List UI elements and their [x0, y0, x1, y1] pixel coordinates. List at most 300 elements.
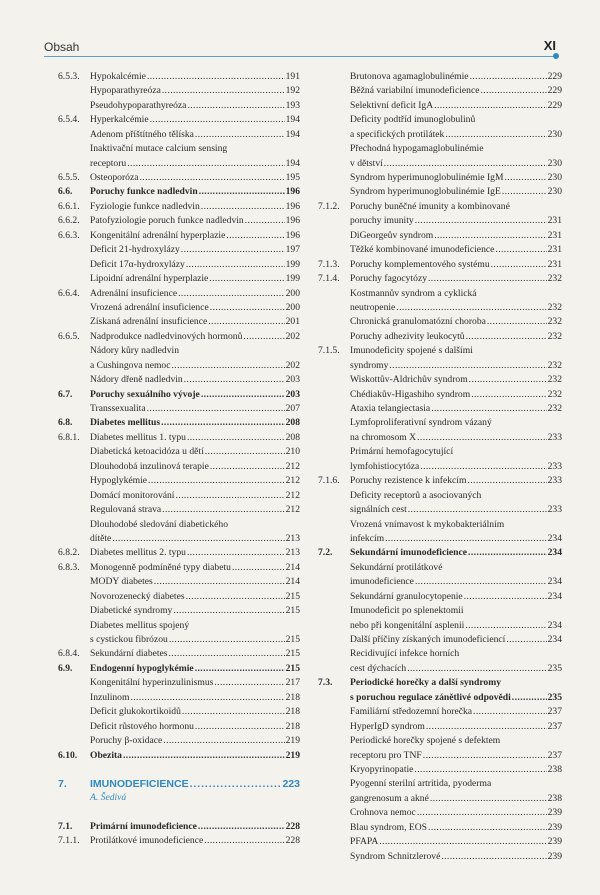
dot-leader	[210, 301, 285, 315]
toc-entry-page: 196	[285, 200, 300, 212]
toc-entry-title: lymfohistiocytóza	[350, 460, 420, 472]
toc-entry-title: Periodické horečky a další syndromy	[350, 677, 502, 689]
toc-entry-title: gangrenosum a akné	[350, 792, 429, 804]
toc-entry	[318, 431, 562, 445]
toc-entry-page: 229	[547, 99, 562, 111]
toc-entry-title: imunodeficience	[350, 576, 414, 588]
dot-leader	[204, 834, 284, 848]
toc-entry-page: 203	[285, 388, 300, 400]
toc-entry-page: 214	[285, 576, 300, 588]
toc-entry	[318, 388, 562, 402]
dot-leader	[199, 186, 285, 200]
toc-entry-number: 6.9.	[58, 662, 73, 674]
dot-leader	[208, 315, 284, 329]
toc-entry-title: Adrenální insuficience	[90, 287, 178, 299]
toc-entry-title: Dlouhodobá inzulinová terapie	[90, 460, 209, 472]
dot-leader	[471, 388, 546, 402]
dot-leader	[506, 633, 546, 647]
dot-leader	[232, 561, 285, 575]
toc-entry-page: 239	[547, 821, 562, 833]
toc-entry-title: Syndrom hyperimunoglobulinémie IgM	[350, 172, 504, 184]
dot-leader	[465, 619, 546, 633]
toc-entry-page: 233	[547, 504, 562, 516]
toc-entry	[58, 445, 300, 459]
toc-entry	[318, 676, 562, 690]
toc-entry-title: Fyziologie funkce nadledvin	[90, 200, 200, 212]
dot-leader	[123, 749, 285, 763]
toc-entry-page: 218	[285, 691, 300, 703]
toc-entry	[58, 561, 300, 575]
toc-entry	[58, 720, 300, 734]
toc-entry	[318, 532, 562, 546]
toc-entry	[58, 84, 300, 98]
toc-entry-title: Sekundární imunodeficience	[350, 547, 468, 559]
toc-entry-title: Deficit glukokortikoidů	[90, 706, 181, 718]
dot-leader	[243, 330, 284, 344]
toc-entry	[58, 402, 300, 416]
dot-leader	[148, 474, 285, 488]
toc-entry-number: 7.1.4.	[318, 273, 340, 285]
toc-entry	[318, 763, 562, 777]
chapter-heading	[58, 777, 300, 791]
toc-entry	[58, 619, 300, 633]
toc-entry-title: Wiskottův-Aldrichův syndrom	[350, 374, 468, 386]
toc-entry-title: Primární hemofagocytující	[350, 446, 454, 458]
dot-leader	[139, 171, 284, 185]
toc-entry	[318, 330, 562, 344]
toc-entry	[318, 359, 562, 373]
header-title: Obsah	[44, 40, 80, 54]
toc-entry	[318, 258, 562, 272]
toc-entry	[318, 777, 562, 791]
dot-leader	[396, 301, 546, 315]
chapter-author-name: A. Šedivá	[90, 792, 127, 804]
toc-entry	[58, 749, 300, 763]
toc-entry-title: Inaktivační mutace calcium sensing	[90, 143, 228, 155]
toc-entry-title: Běžná variabilní imunodeficience	[350, 85, 480, 97]
toc-entry	[58, 417, 300, 431]
toc-entry-title: Protilátkové imunodeficience	[90, 835, 204, 847]
toc-entry-title: Deficit 21-hydroxylázy	[90, 244, 180, 256]
dot-leader	[491, 258, 547, 272]
toc-entry-title: Poruchy rezistence k infekcím	[350, 475, 467, 487]
toc-entry-title: poruchy imunity	[350, 215, 414, 227]
dot-leader	[417, 431, 547, 445]
toc-entry	[58, 489, 300, 503]
toc-entry-page: 194	[285, 157, 300, 169]
toc-entry	[58, 388, 300, 402]
toc-entry-title: Selektivní deficit IgA	[350, 99, 434, 111]
toc-entry-title: nebo při kongenitální asplenii	[350, 619, 465, 631]
toc-entry-title: Novorozenecký diabetes	[90, 590, 185, 602]
toc-entry-page: 219	[285, 735, 300, 747]
toc-entry-number: 6.6.4.	[58, 287, 80, 299]
toc-entry-page: 232	[547, 316, 562, 328]
toc-entry-page: 235	[547, 691, 562, 703]
toc-entry-title: a Cushingova nemoc	[90, 359, 171, 371]
dot-leader	[171, 359, 284, 373]
dot-leader	[187, 99, 284, 113]
dot-leader	[464, 590, 547, 604]
dot-leader	[389, 359, 546, 373]
dot-leader	[198, 820, 285, 834]
dot-leader	[434, 229, 546, 243]
toc-entry-title: Poruchy β-oxidace	[90, 735, 163, 747]
toc-entry	[318, 835, 562, 849]
dot-leader	[187, 431, 285, 445]
toc-entry-title: Blau syndrom, EOS	[350, 821, 428, 833]
dot-leader	[470, 70, 547, 84]
toc-entry	[318, 287, 562, 301]
toc-entry-title: Regulovaná strava	[90, 504, 162, 516]
toc-entry-page: 218	[285, 706, 300, 718]
toc-entry	[318, 806, 562, 820]
toc-entry-number: 6.8.4.	[58, 648, 80, 660]
dot-leader	[187, 546, 285, 560]
toc-entry-title: Lymfoproliferativní syndrom vázaný	[350, 417, 492, 429]
toc-entry	[318, 186, 562, 200]
dot-leader	[209, 272, 284, 286]
toc-entry-number: 6.5.5.	[58, 172, 80, 184]
toc-entry-page: 230	[547, 186, 562, 198]
dot-leader	[445, 128, 546, 142]
toc-entry-title: Další příčiny získaných imunodeficiencí	[350, 634, 506, 646]
toc-entry-page: 230	[547, 157, 562, 169]
toc-entry-number: 7.1.3.	[318, 258, 340, 270]
toc-entry-title: Kongenitální adrenální hyperplazie	[90, 229, 226, 241]
header-page-number: XI	[543, 38, 556, 53]
toc-entry	[58, 474, 300, 488]
toc-entry	[58, 272, 300, 286]
toc-entry-number: 7.1.	[58, 820, 73, 832]
dot-leader	[195, 720, 285, 734]
dot-leader	[414, 763, 546, 777]
toc-entry-title: Hypokalcémie	[90, 70, 146, 82]
toc-entry-title: Obezita	[90, 749, 122, 761]
toc-entry	[58, 70, 300, 84]
toc-entry-page: 228	[285, 820, 300, 832]
toc-entry	[318, 474, 562, 488]
dot-leader	[495, 243, 546, 257]
toc-entry-page: 194	[285, 128, 300, 140]
toc-entry-title: signálních cest	[350, 504, 407, 516]
toc-entry-page: 233	[547, 460, 562, 472]
toc-entry	[58, 604, 300, 618]
dot-leader	[201, 388, 285, 402]
toc-entry-page: 193	[285, 99, 300, 111]
dot-leader	[385, 532, 547, 546]
toc-entry-page: 232	[547, 388, 562, 400]
dot-leader	[195, 662, 285, 676]
toc-entry-title: Sekundární protilátkové	[350, 561, 443, 573]
toc-entry-number: 7.1.6.	[318, 475, 340, 487]
toc-entry-page: 231	[547, 229, 562, 241]
toc-entry-page: 229	[547, 85, 562, 97]
toc-entry	[58, 315, 300, 329]
dot-leader	[154, 575, 285, 589]
toc-entry	[318, 402, 562, 416]
dot-leader	[175, 489, 284, 503]
toc-entry	[58, 546, 300, 560]
toc-entry-number: 7.1.2.	[318, 200, 340, 212]
toc-entry-page: 191	[285, 70, 300, 82]
toc-entry-title: Diabetické syndromy	[90, 605, 173, 617]
toc-entry-page: 201	[285, 316, 300, 328]
dot-leader	[162, 84, 285, 98]
toc-entry-page: 219	[285, 749, 300, 761]
dot-leader	[130, 691, 284, 705]
toc-entry-page: 234	[547, 619, 562, 631]
toc-entry-page: 192	[285, 85, 300, 97]
toc-entry-title: receptoru	[90, 157, 127, 169]
dot-leader	[466, 330, 547, 344]
toc-entry-title: Deficit růstového hormonu	[90, 720, 194, 732]
toc-entry-page: 213	[285, 547, 300, 559]
toc-entry-page: 231	[547, 258, 562, 270]
dot-leader	[150, 113, 285, 127]
toc-entry-page: 199	[285, 258, 300, 270]
header-rule	[44, 56, 556, 57]
toc-entry-number: 6.6.2.	[58, 215, 80, 227]
toc-entry	[318, 157, 562, 171]
dot-leader	[408, 503, 547, 517]
toc-entry-number: 6.10.	[58, 749, 78, 761]
toc-entry	[58, 142, 300, 156]
toc-entry-number: 7.3.	[318, 677, 333, 689]
toc-entry-page: 234	[547, 547, 562, 559]
toc-entry-title: Poruchy buněčné imunity a kombinované	[350, 200, 510, 212]
toc-entry	[318, 850, 562, 864]
toc-entry	[58, 287, 300, 301]
toc-entry	[318, 315, 562, 329]
toc-entry-title: Transsexualita	[90, 403, 146, 415]
toc-entry-page: 215	[285, 605, 300, 617]
toc-entry-title: Hypoparathyreóza	[90, 85, 161, 97]
toc-entry-page: 208	[285, 431, 300, 443]
dot-leader	[201, 200, 285, 214]
toc-entry	[58, 113, 300, 127]
toc-entry-page: 232	[547, 359, 562, 371]
toc-entry-title: Sekundární diabetes	[90, 648, 168, 660]
dot-leader	[417, 806, 547, 820]
toc-entry	[58, 676, 300, 690]
header-dot	[553, 53, 559, 59]
toc-entry-title: Deficity podtříd imunoglobulinů	[350, 114, 476, 126]
toc-entry-title: Deficit 17α-hydroxylázy	[90, 258, 185, 270]
toc-entry-title: Familiární středozemní horečka	[350, 706, 473, 718]
chapter-author	[58, 791, 300, 805]
toc-entry-page: 208	[285, 417, 300, 429]
toc-entry-page: 212	[285, 475, 300, 487]
toc-entry-title: Monogenně podmíněné typy diabetu	[90, 561, 231, 573]
dot-leader	[441, 850, 546, 864]
dot-leader	[112, 532, 284, 546]
toc-entry-page: 234	[547, 590, 562, 602]
chapter-spacer	[58, 763, 300, 777]
dot-leader	[426, 720, 547, 734]
toc-entry-title: Diabetes mellitus spojený	[90, 619, 190, 631]
toc-entry	[58, 532, 300, 546]
dot-leader	[487, 315, 547, 329]
toc-entry-title: Ataxia telangiectasia	[350, 403, 431, 415]
toc-entry-page: 234	[547, 576, 562, 588]
dot-leader	[178, 287, 285, 301]
toc-entry-title: Poruchy adhezivity leukocytů	[350, 330, 465, 342]
toc-entry-page: 233	[547, 431, 562, 443]
toc-entry-page: 202	[285, 330, 300, 342]
toc-entry	[318, 99, 562, 113]
chapter-spacer	[58, 806, 300, 820]
dot-leader	[169, 633, 285, 647]
toc-entry-title: Poruchy komplementového systému	[350, 258, 490, 270]
toc-entry-title: Syndrom Schnitzlerové	[350, 850, 441, 862]
toc-entry	[58, 157, 300, 171]
dot-leader	[161, 417, 285, 431]
toc-entry-title: syndromy	[350, 359, 389, 371]
toc-entry-title: s cystickou fibrózou	[90, 634, 168, 646]
toc-entry-title: Periodické horečky spojené s defektem	[350, 735, 501, 747]
toc-entry-title: a specifických protilátek	[350, 128, 445, 140]
toc-entry-page: 232	[547, 273, 562, 285]
dot-leader	[181, 243, 285, 257]
toc-entry	[318, 705, 562, 719]
toc-entry	[318, 575, 562, 589]
toc-entry	[318, 70, 562, 84]
toc-entry-page: 228	[285, 835, 300, 847]
toc-entry-page: 239	[547, 807, 562, 819]
toc-entry-title: Primární imunodeficience	[90, 820, 197, 832]
toc-entry	[58, 460, 300, 474]
toc-entry	[58, 171, 300, 185]
toc-entry-title: PFAPA	[350, 836, 379, 848]
toc-entry-title: Těžké kombinované imunodeficience	[350, 244, 495, 256]
chapter-title: IMUNODEFICIENCE	[90, 777, 189, 790]
toc-entry-page: 212	[285, 489, 300, 501]
toc-entry	[318, 633, 562, 647]
toc-entry-page: 230	[547, 172, 562, 184]
toc-entry	[58, 229, 300, 243]
toc-entry	[58, 820, 300, 834]
toc-right-column	[318, 70, 562, 864]
toc-entry	[318, 792, 562, 806]
toc-entry-title: infekcím	[350, 532, 385, 544]
toc-entry-number: 6.6.3.	[58, 229, 80, 241]
toc-entry-title: Domácí monitorování	[90, 489, 175, 501]
toc-entry-page: 237	[547, 749, 562, 761]
toc-entry	[318, 200, 562, 214]
dot-leader	[423, 749, 547, 763]
toc-entry-page: 237	[547, 720, 562, 732]
toc-entry	[58, 518, 300, 532]
toc-entry	[58, 734, 300, 748]
toc-entry-title: Diabetes mellitus 2. typu	[90, 547, 186, 559]
dot-leader	[473, 705, 547, 719]
toc-entry	[58, 705, 300, 719]
chapter-page: 223	[282, 777, 300, 790]
toc-entry-page: 207	[285, 403, 300, 415]
dot-leader	[147, 402, 285, 416]
toc-entry-title: Kryopyrinopatie	[350, 763, 414, 775]
toc-entry-title: Inzulinom	[90, 691, 130, 703]
toc-entry	[318, 243, 562, 257]
toc-entry-title: neutropenie	[350, 301, 396, 313]
toc-entry	[58, 503, 300, 517]
dot-leader	[205, 445, 285, 459]
toc-entry	[318, 460, 562, 474]
toc-entry-title: Endogenní hypoglykémie	[90, 662, 194, 674]
dot-leader	[186, 590, 285, 604]
page-header	[0, 0, 600, 62]
toc-entry	[58, 301, 300, 315]
dot-leader	[226, 229, 284, 243]
toc-entry	[318, 546, 562, 560]
toc-entry-title: na chromosom X	[350, 431, 417, 443]
toc-entry	[58, 359, 300, 373]
toc-entry-title: Diabetická ketoacidóza u dětí	[90, 446, 204, 458]
dot-leader	[434, 99, 546, 113]
dot-leader	[467, 474, 546, 488]
toc-entry-title: cest dýchacích	[350, 662, 407, 674]
toc-entry-title: Pyogenní sterilní artritida, pyoderma	[350, 778, 492, 790]
dot-leader	[469, 373, 547, 387]
toc-entry-page: 234	[547, 532, 562, 544]
dot-leader	[468, 546, 547, 560]
toc-entry	[318, 561, 562, 575]
toc-entry	[318, 590, 562, 604]
toc-entry	[58, 344, 300, 358]
dot-leader	[173, 604, 284, 618]
toc-entry-page: 215	[285, 662, 300, 674]
toc-entry	[58, 258, 300, 272]
dot-leader	[512, 691, 547, 705]
toc-entry-page: 232	[547, 403, 562, 415]
toc-entry-page: 217	[285, 677, 300, 689]
dot-leader	[415, 575, 547, 589]
dot-leader	[195, 128, 285, 142]
toc-entry	[318, 128, 562, 142]
toc-entry-title: Přechodná hypogamaglobulinémie	[350, 143, 484, 155]
toc-entry-page: 215	[285, 590, 300, 602]
toc-entry-page: 199	[285, 273, 300, 285]
toc-entry	[58, 99, 300, 113]
toc-entry-page: 234	[547, 634, 562, 646]
dot-leader	[430, 792, 547, 806]
toc-entry-number: 6.8.1.	[58, 431, 80, 443]
toc-entry-title: Chronická granulomatózní choroba	[350, 316, 486, 328]
toc-entry-page: 232	[547, 374, 562, 386]
toc-entry-number: 7.1.1.	[58, 835, 80, 847]
toc-entry-page: 194	[285, 114, 300, 126]
toc-entry-number: 6.8.2.	[58, 547, 80, 559]
toc-entry	[318, 84, 562, 98]
dot-leader	[505, 171, 547, 185]
toc-entry-title: Nadprodukce nadledvinových hormonů	[90, 330, 243, 342]
toc-entry-page: 197	[285, 244, 300, 256]
toc-entry	[58, 834, 300, 848]
toc-entry	[318, 518, 562, 532]
toc-entry-title: Diabetes mellitus	[90, 417, 161, 429]
toc-entry	[58, 691, 300, 705]
toc-entry-page: 202	[285, 359, 300, 371]
toc-entry	[318, 720, 562, 734]
toc-entry	[318, 749, 562, 763]
dot-leader	[415, 214, 547, 228]
toc-entry-title: Adenom příštítného tělíska	[90, 128, 194, 140]
toc-entry-number: 6.7.	[58, 388, 73, 400]
toc-entry	[318, 503, 562, 517]
dot-leader	[245, 214, 285, 228]
toc-entry-title: Sekundární granulocytopenie	[350, 590, 463, 602]
